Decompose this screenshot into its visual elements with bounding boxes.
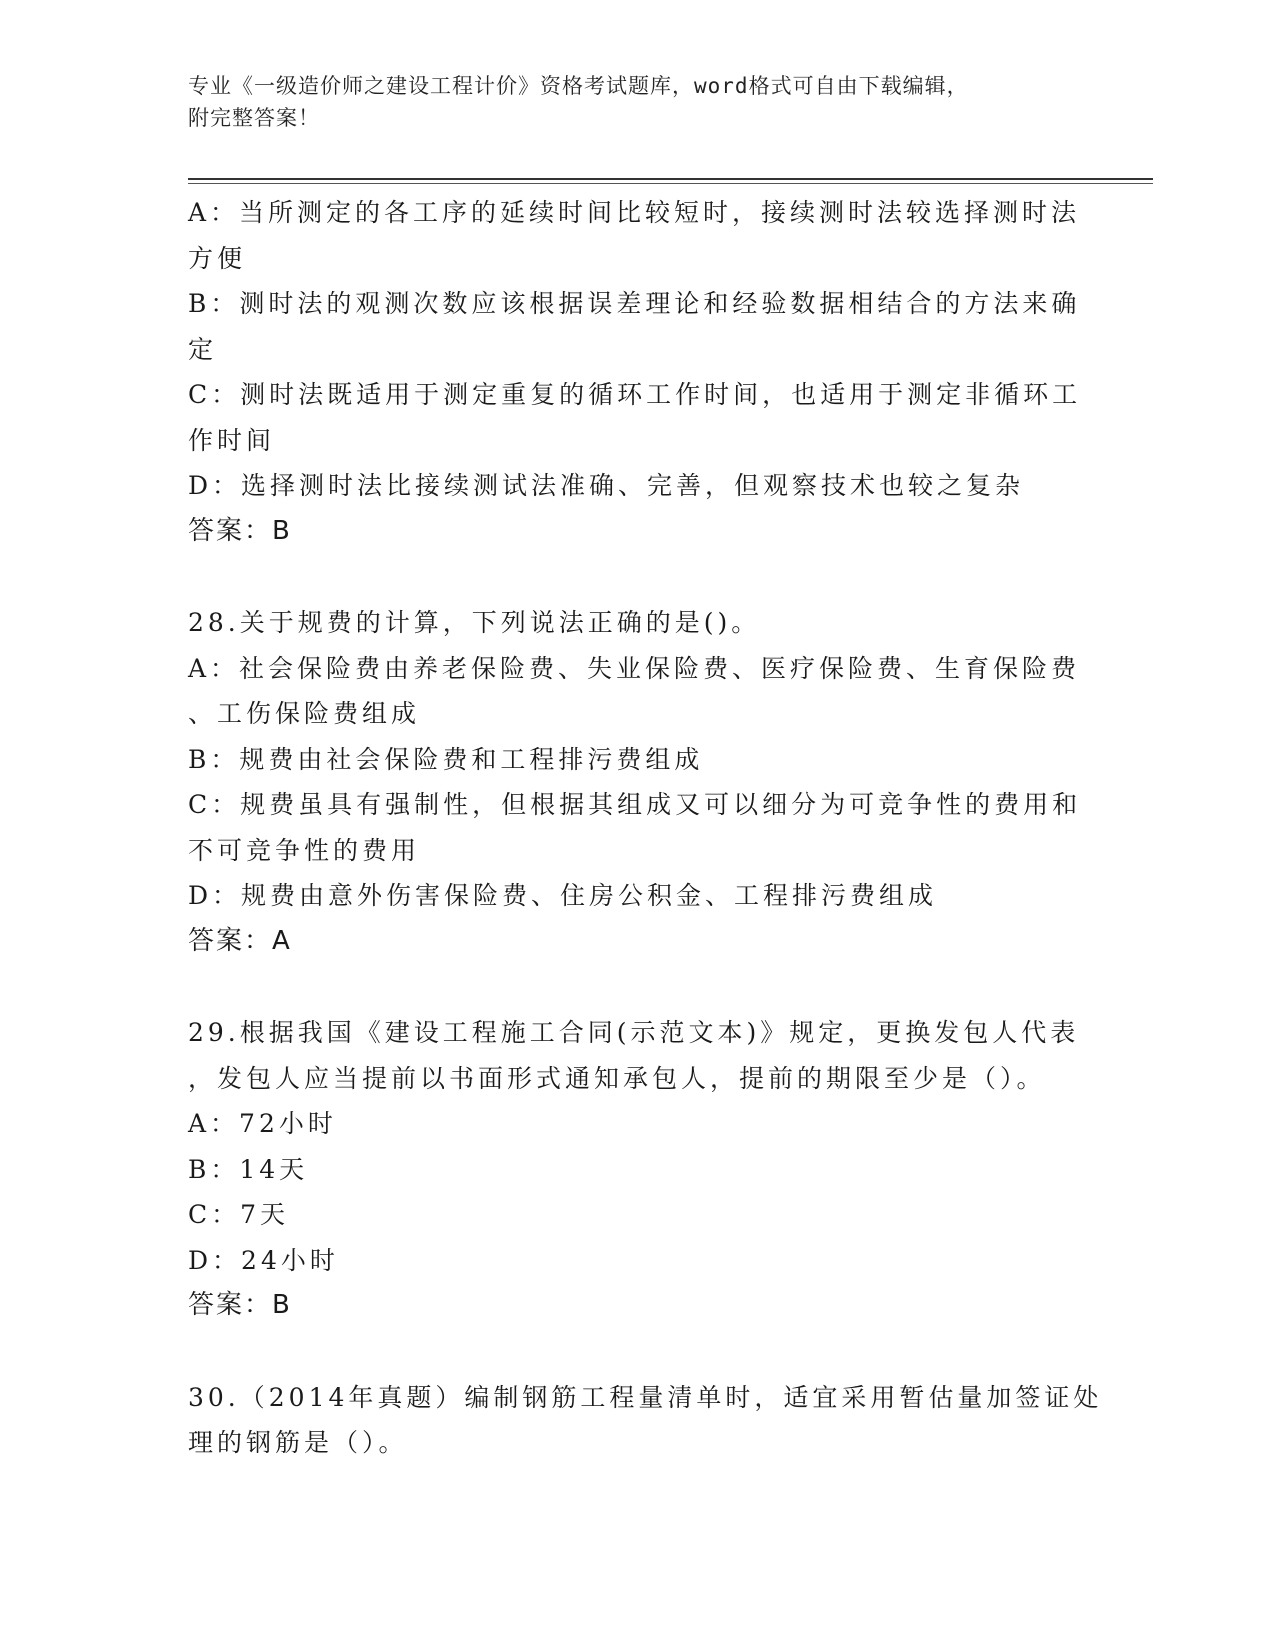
q28-option-a-line-1: A：社会保险费由养老保险费、失业保险费、医疗保险费、生育保险费	[188, 653, 1081, 683]
q28-option-a-line-2: 、工伤保险费组成	[188, 699, 421, 728]
q27-option-a-line-1: A：当所测定的各工序的延续时间比较短时，接续测时法较选择测时法	[188, 198, 1081, 227]
q27-option-c-line-2: 作时间	[188, 425, 276, 455]
question-29-block	[188, 1010, 1088, 1329]
q28-question: 28.关于规费的计算，下列说法正确的是()。	[188, 608, 761, 637]
q29-question-line-2: ，发包人应当提前以书面形式通知承包人，提前的期限至少是（）。	[188, 1063, 1046, 1093]
q29-option-b: B：14天	[188, 1154, 309, 1184]
question-27-block	[188, 190, 1088, 554]
q29-option-c: C：7天	[188, 1200, 290, 1229]
header-line-2: 附完整答案！	[188, 106, 320, 130]
q30-question-line-2: 理的钢筋是（）。	[188, 1428, 408, 1457]
q28-option-c-line-2: 不可竞争性的费用	[188, 835, 421, 865]
q29-question-line-1: 29.根据我国《建设工程施工合同(示范文本)》规定，更换发包人代表	[188, 1018, 1080, 1047]
q27-option-c-line-1: C：测时法既适用于测定重复的循环工作时间，也适用于测定非循环工	[188, 380, 1082, 409]
question-30-block	[188, 1375, 1103, 1466]
spacer	[188, 964, 1088, 1010]
spacer	[188, 554, 1088, 600]
header-line-1: 专业《一级造价师之建设工程计价》资格考试题库，word格式可自由下载编辑，	[188, 74, 969, 98]
q29-option-a: A：72小时	[188, 1109, 337, 1138]
question-28-block	[188, 600, 1088, 964]
q27-option-a-line-2: 方便	[188, 243, 247, 273]
spacer	[188, 1329, 1088, 1375]
q29-option-d: D：24小时	[188, 1245, 339, 1275]
question-content	[188, 190, 1103, 1466]
q28-option-b: B：规费由社会保险费和工程排污费组成	[188, 744, 704, 774]
q27-option-d: D：选择测时法比接续测试法准确、完善，但观察技术也较之复杂	[188, 471, 1025, 500]
document-header	[188, 70, 1088, 134]
q27-option-b-line-1: B：测时法的观测次数应该根据误差理论和经验数据相结合的方法来确	[188, 289, 1081, 318]
q28-option-c-line-1: C：规费虽具有强制性，但根据其组成又可以细分为可竞争性的费用和	[188, 790, 1082, 819]
q29-answer: 答案：B	[188, 1290, 292, 1320]
q28-answer: 答案：A	[188, 925, 292, 956]
q28-option-d: D：规费由意外伤害保险费、住房公积金、工程排污费组成	[188, 881, 938, 910]
q30-question-line-1: 30.（2014年真题）编制钢筋工程量清单时，适宜采用暂估量加签证处	[188, 1382, 1103, 1412]
q27-answer: 答案：B	[188, 515, 292, 546]
header-divider-thin	[188, 183, 1153, 184]
header-divider-thick	[188, 178, 1153, 180]
q27-option-b-line-2: 定	[188, 334, 218, 364]
